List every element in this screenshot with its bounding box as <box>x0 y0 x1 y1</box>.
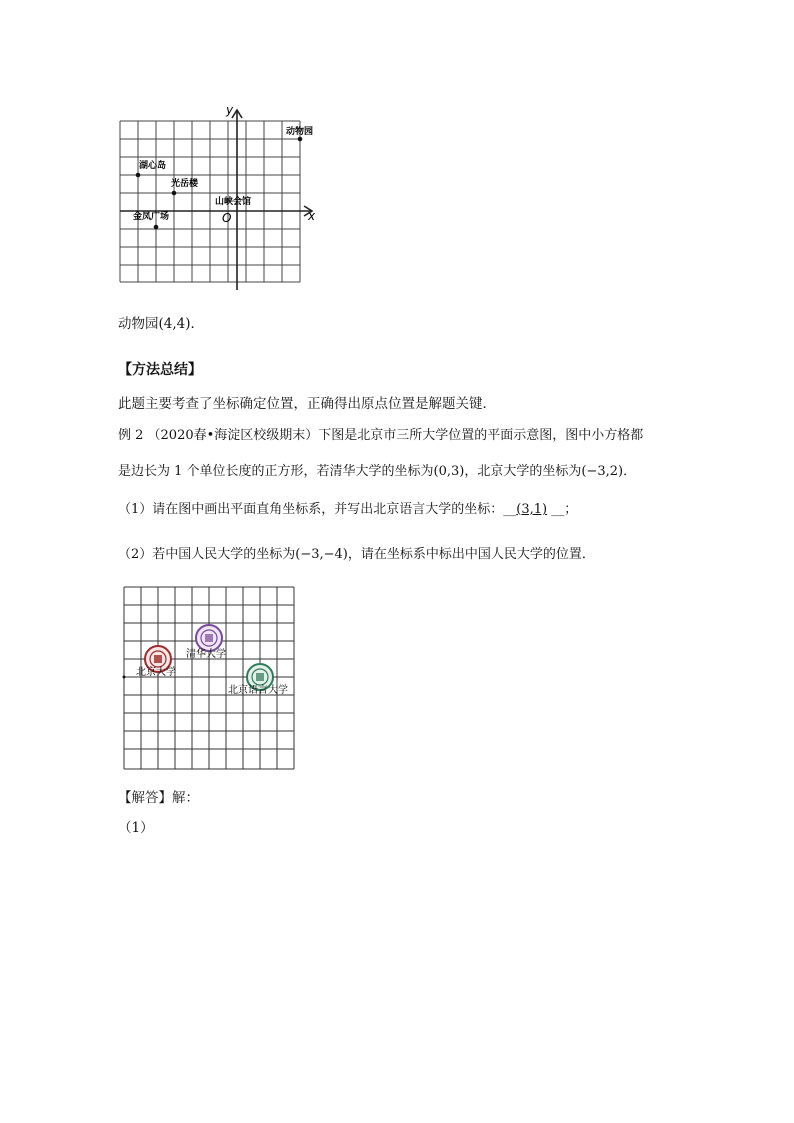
jinfeng-square-label: 金凤广场 <box>133 212 170 222</box>
qinghua-label: 清华大学 <box>186 649 226 660</box>
example-line-2: 是边长为 1 个单位长度的正方形，若清华大学的坐标为(0,3)，北京大学的坐标为(−3,2)． <box>118 464 637 479</box>
question-1 <box>118 500 577 520</box>
solution-heading <box>118 788 199 808</box>
guangyue-tower-point <box>172 191 177 196</box>
map-coordinate-figure <box>110 100 330 295</box>
beida-point <box>123 676 126 679</box>
lake-island-label: 湖心岛 <box>139 161 167 171</box>
lake-island-point <box>136 173 141 178</box>
example-line-1: 例 2 （2020春•海淀区校级期末）下图是北京市三所大学位置的平面示意图，图中小方格都 <box>118 428 644 443</box>
question-1-text: （1）请在图中画出平面直角坐标系，并写出北京语言大学的坐标： <box>118 502 504 517</box>
grid-lines <box>120 121 300 282</box>
zoo-label: 动物园 <box>286 127 314 137</box>
university-map-figure <box>118 583 302 773</box>
method-heading: 【方法总结】 <box>118 362 202 378</box>
method-text: 此题主要考查了坐标确定位置，正确得出原点位置是解题关键． <box>118 396 496 412</box>
shanxia-hall-label: 山峡会馆 <box>215 197 252 207</box>
qinghua-logo-icon <box>196 625 222 651</box>
guangyue-tower-label: 光岳楼 <box>171 179 199 189</box>
beida-label: 北京大学 <box>136 667 176 678</box>
solution-part-1: （1） <box>118 820 154 836</box>
question-2: （2）若中国人民大学的坐标为(−3,−4)，请在坐标系中标出中国人民大学的位置． <box>118 547 595 562</box>
answer-zoo: 动物园(4,4)． <box>118 316 205 332</box>
question-1-answer: (3,1) <box>516 502 548 517</box>
question-1-blank-left: __ <box>503 502 517 517</box>
y-axis-label: y <box>226 103 234 117</box>
x-axis-label: x <box>308 209 316 223</box>
zoo-point <box>298 137 303 142</box>
solution-heading-text: 【解答】解： <box>118 790 199 806</box>
beiyu-label: 北京语言大学 <box>228 685 288 696</box>
origin-label: O <box>222 211 232 225</box>
jinfeng-square-point <box>154 225 159 230</box>
question-1-blank-right: __； <box>547 502 578 517</box>
